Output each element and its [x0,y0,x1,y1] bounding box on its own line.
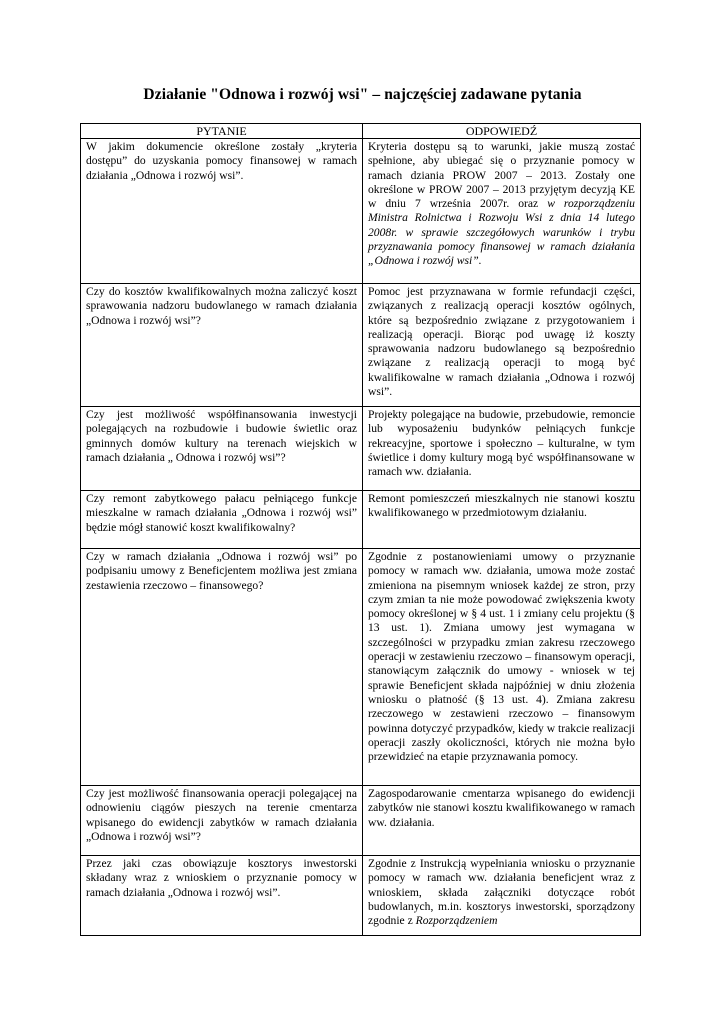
table-row [81,139,641,284]
answer-cell: Zgodnie z postanowieniami umowy o przyznanie pomocy w ramach ww. działania, umowa może zostać zmieniona na pisemnym wniosek każdej ze stron, przy czym zmian ta nie może powodować zwiększenia kwoty pomocy określonej w § 4 ust. 1 i zmiany celu projektu (§ 13 ust. 1). Zmiana umowy jest wymagana w szczególności w przypadku zmian zakresu rzeczowego operacji w zestawieniu rzeczowo – finansowym operacji, stanowiącym załącznik do umowy - wniosek w tej sprawie Beneficjent składa najpóźniej w dniu złożenia wniosku o płatność (§ 13 ust. 4). Zmiana zakresu rzeczowego w zestawieni rzeczowo – finansowym powinna dotyczyć przypadków, kiedy w trakcie realizacji operacji zaszły okoliczności, których nie można było przewidzieć na etapie przyznawania pomocy. [363,549,641,786]
answer-cell [363,856,641,936]
page-title: Działanie "Odnowa i rozwój wsi" – najczęściej zadawane pytania [143,86,582,103]
faq-table [80,123,641,936]
answer-column-header: ODPOWIEDŹ [363,124,641,139]
answer-text: Zgodnie z Instrukcją wypełniania wniosku o przyznanie pomocy w ramach ww. działania beneficjent wraz z wnioskiem, składa załączniki dotyczące robót budowlanych, m.in. kosztorys inwestorski, sporządzony zgodnie z [368,857,635,928]
answer-cell: Projekty polegające na budowie, przebudowie, remoncie lub wyposażeniu budynków pełniących funkcje rekreacyjne, sportowe i społeczno – kulturalne, w tym świetlice i domy kultury mogą być współfinansowane w ramach ww. działania. [363,407,641,491]
answer-cell [363,139,641,284]
table-row [81,549,641,786]
table-header-row [81,124,641,139]
answer-text-italic: w rozporządzeniu Ministra Rolnictwa i Rozwoju Wsi z dnia 14 lutego 2008r. w sprawie szczegółowych warunków i trybu przyznawania pomocy finansowej w ramach działania „Odnowa i rozwój wsi”. [368,197,635,268]
table-row [81,786,641,856]
question-cell: Czy do kosztów kwalifikowalnych można zaliczyć koszt sprawowania nadzoru budowlanego w ramach działania „Odnowa i rozwój wsi”? [81,284,363,407]
table-row [81,284,641,407]
answer-cell: Zagospodarowanie cmentarza wpisanego do ewidencji zabytków nie stanowi kosztu kwalifikowanego w ramach ww. działania. [363,786,641,856]
question-column-header: PYTANIE [81,124,363,139]
question-cell: Czy jest możliwość finansowania operacji polegającej na odnowieniu ciągów pieszych na terenie cmentarza wpisanego do ewidencji zabytków w ramach działania „Odnowa i rozwój wsi”? [81,786,363,856]
question-cell: Przez jaki czas obowiązuje kosztorys inwestorski składany wraz z wnioskiem o przyznanie pomocy w ramach działania „Odnowa i rozwój wsi”. [81,856,363,936]
answer-text: Kryteria dostępu są to warunki, jakie muszą zostać spełnione, aby ubiegać się o przyznanie pomocy w ramach dziania PROW 2007 – 2013. Zostały one określone w PROW 2007 – 2013 przyjętym decyzją KE w dniu 7 września 2007r. oraz [368,140,635,211]
table-row [81,856,641,936]
question-cell: Czy w ramach działania „Odnowa i rozwój wsi” po podpisaniu umowy z Beneficjentem możliwa jest zmiana zestawienia rzeczowo – finansowego? [81,549,363,786]
question-cell: W jakim dokumencie określone zostały „kryteria dostępu” do uzyskania pomocy finansowej w ramach działania „Odnowa i rozwój wsi”. [81,139,363,284]
answer-cell: Pomoc jest przyznawana w formie refundacji części, związanych z realizacją operacji kosztów ogólnych, które są bezpośrednio związane z przygotowaniem i realizacją operacji. Biorąc pod uwagę iż koszty sprawowania nadzoru budowlanego są bezpośrednio związane z realizacją operacji to mogą być kwalifikowalne w ramach działania „Odnowa i rozwój wsi”. [363,284,641,407]
question-cell: Czy jest możliwość współfinansowania inwestycji polegających na rozbudowie i budowie świetlic oraz gminnych domów kultury na terenach wiejskich w ramach działania „ Odnowa i rozwój wsi”? [81,407,363,491]
question-cell: Czy remont zabytkowego pałacu pełniącego funkcje mieszkalne w ramach działania „Odnowa i rozwój wsi” będzie mógł stanowić koszt kwalifikowalny? [81,491,363,549]
answer-text-italic: Rozporządzeniem [415,914,498,928]
answer-cell: Remont pomieszczeń mieszkalnych nie stanowi kosztu kwalifikowanego w przedmiotowym działaniu. [363,491,641,549]
table-row [81,491,641,549]
table-row [81,407,641,491]
